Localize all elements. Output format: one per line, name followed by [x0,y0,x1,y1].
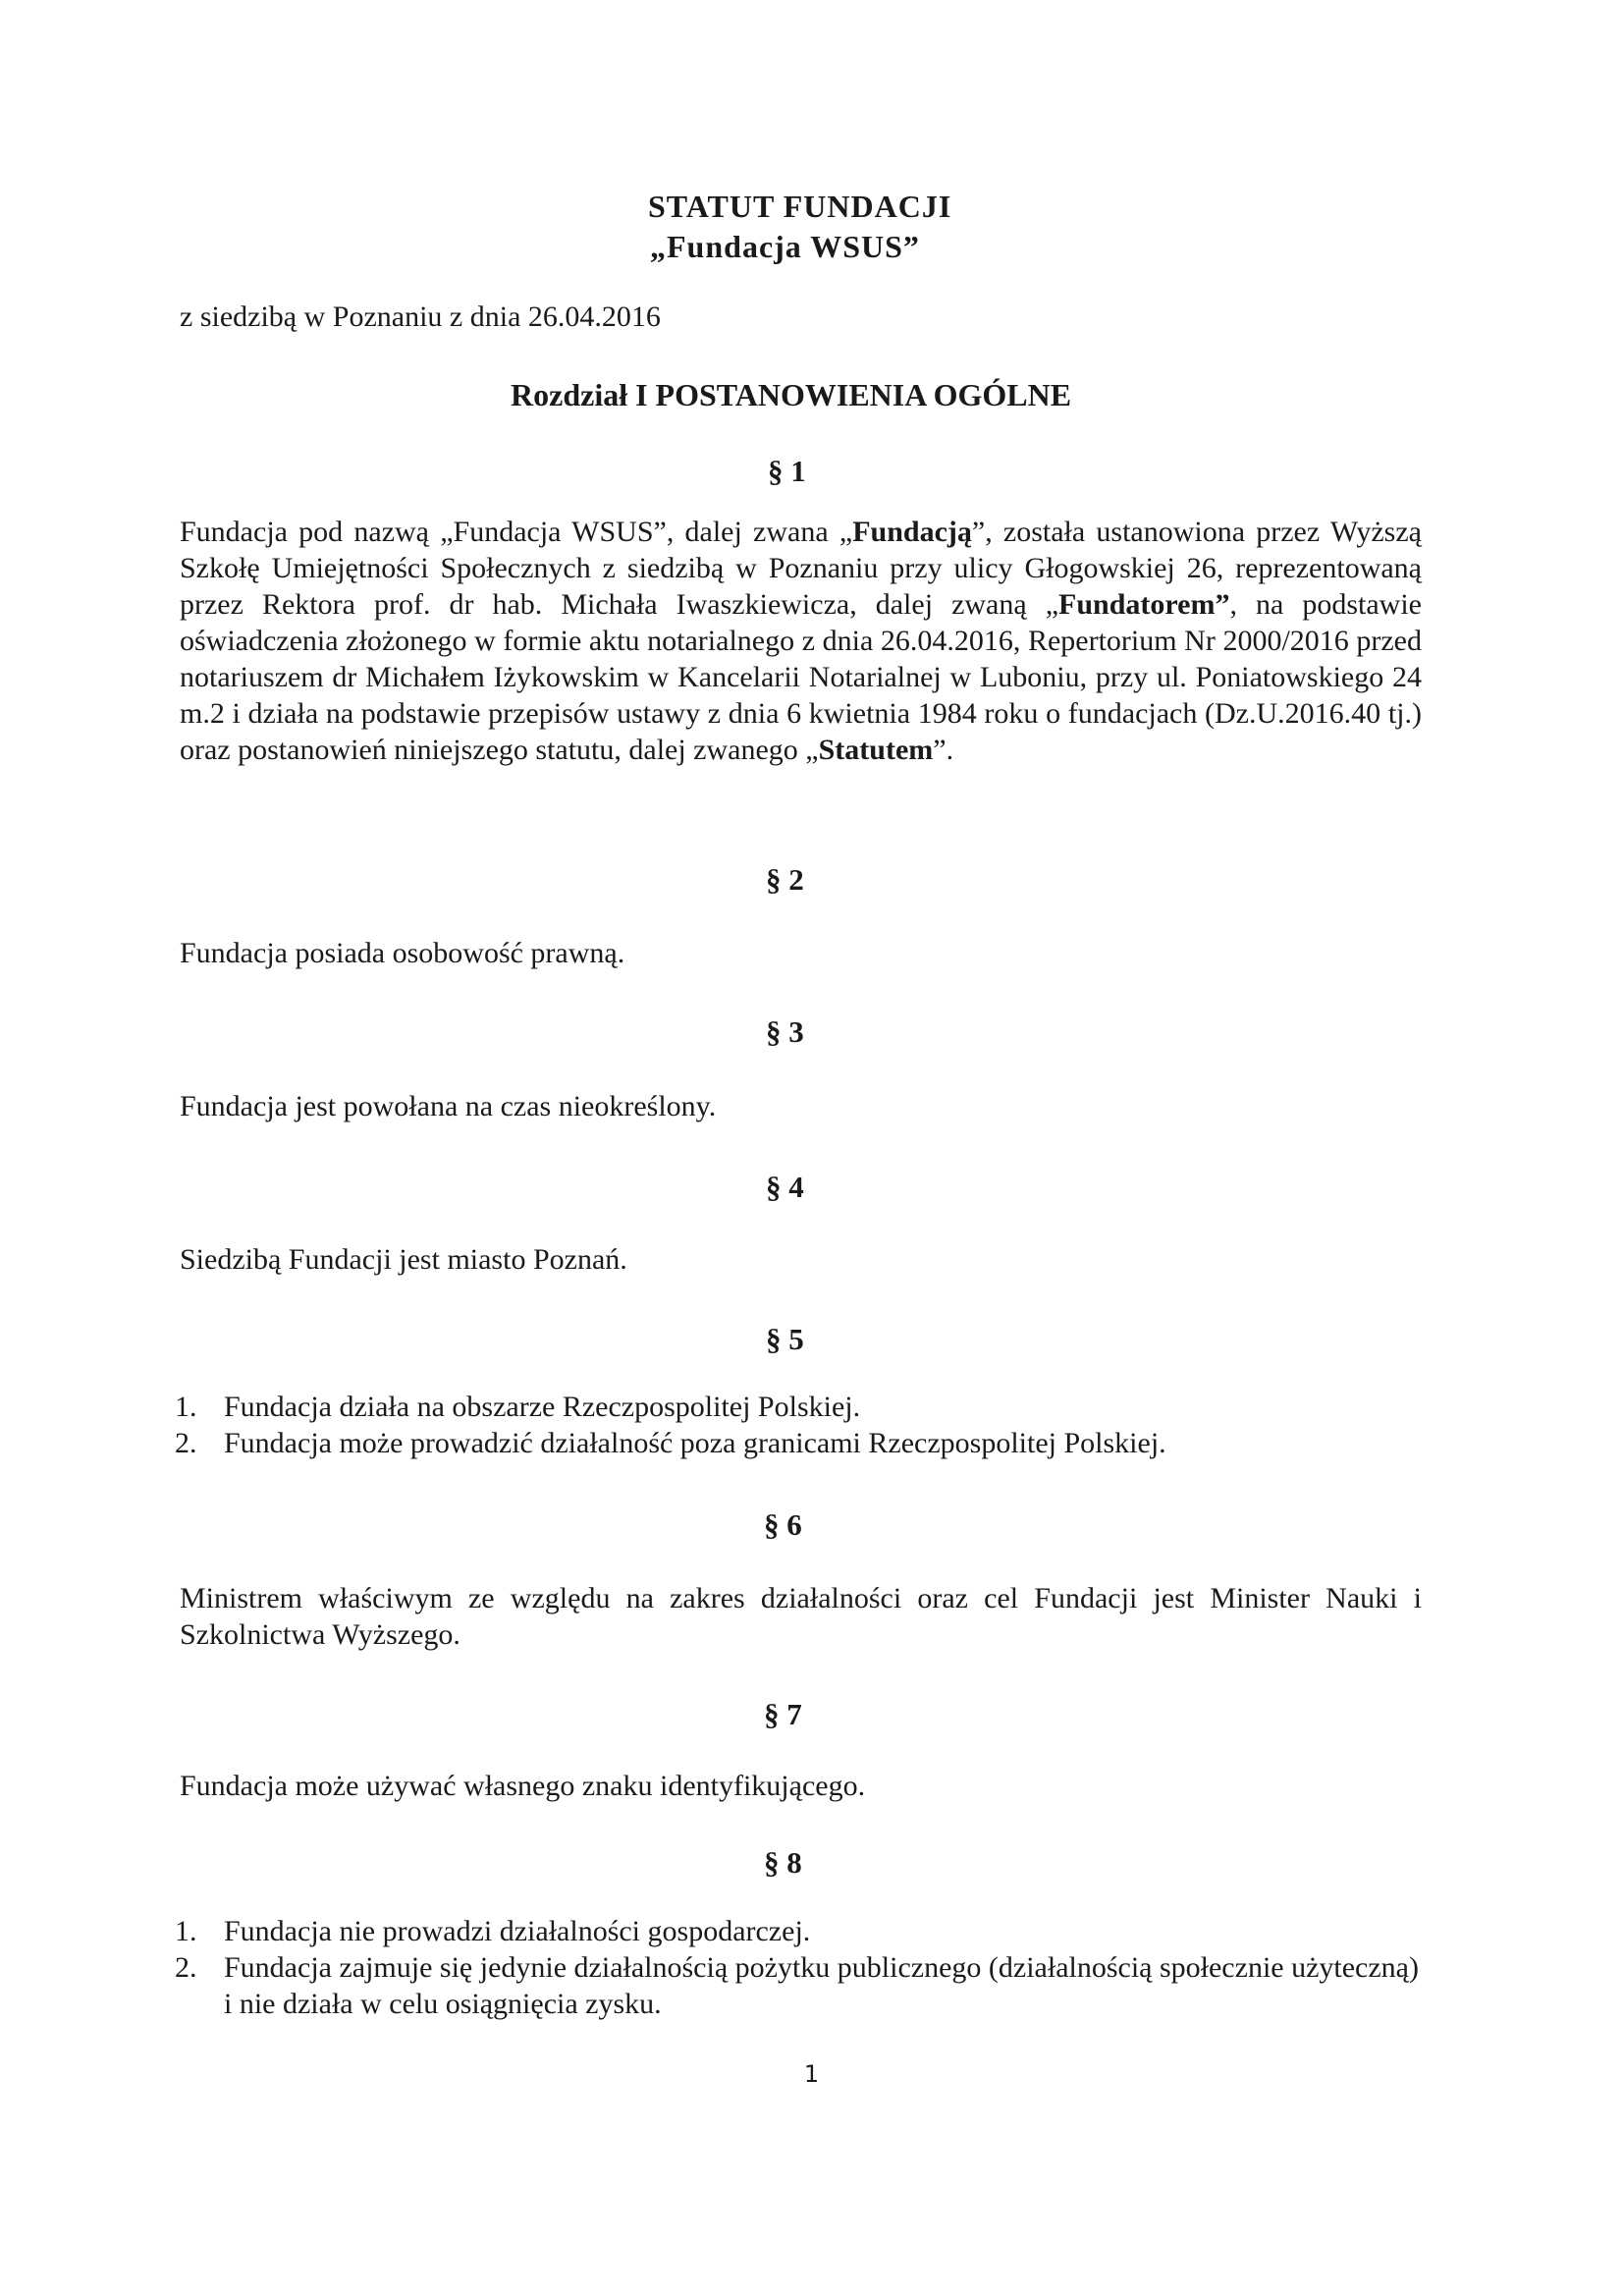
foundation-name: „Fundacja WSUS” [650,229,920,264]
section-4-text: Siedzibą Fundacji jest miasto Poznań. [180,1243,627,1276]
list-item-text: Fundacja zajmuje się jedynie działalnością pożytku publicznego (działalnością społecznie użyteczną) i nie działa w celu osiągnięcia zysku. [224,1951,1419,2020]
section-3-text: Fundacja jest powołana na czas nieokreślony. [180,1090,717,1122]
document-subtitle: z siedzibą w Poznaniu z dnia 26.04.2016 [180,301,661,333]
list-item-number: 1. [175,1915,197,1947]
section-1-bold-statut: Statutem [818,734,934,766]
section-1-part-3: , na podstawie oświadczenia złożonego w formie aktu notarialnego z dnia 26.04.2016, Repertorium Nr 2000/2016 przed notariuszem dr Michałem Iżykowskim w Kancelarii Notarialnej w Luboniu, przy ul. Poniatowskiego 24 m.2 i działa na podstawie przepisów ustawy z dnia 6 kwietnia 1984 roku o fundacjach (Dz.U.2016.40 tj.) oraz postanowień niniejszego statutu, dalej zwanego „ [180,588,1422,766]
section-sign-8: § 8 [764,1845,802,1880]
section-sign-3: § 3 [766,1014,804,1049]
list-item [175,1949,1432,2022]
section-sign-4: § 4 [766,1170,804,1204]
section-sign-7: § 7 [764,1697,802,1731]
section-1-part-1: Fundacja pod nazwą „Fundacja WSUS”, dalej zwana „ [180,516,853,548]
page-number: 1 [803,2060,820,2088]
list-item-number: 1. [175,1391,197,1423]
section-sign-1: § 1 [768,454,806,488]
section-sign-2: § 2 [766,862,804,897]
section-sign-6: § 6 [764,1507,802,1542]
section-1-part-2: ”, została ustanowiona przez Wyższą Szkołę Umiejętności Społecznych z siedzibą w Poznaniu przy ulicy Głogowskiej 26, reprezentowaną przez Rektora prof. dr hab. Michała Iwaszkiewicza, dalej zwaną „ [180,516,1422,621]
list-item-text: Fundacja nie prowadzi działalności gospodarczej. [224,1915,811,1947]
section-1-text [180,514,1422,768]
list-item [175,1913,1432,1949]
chapter-heading: Rozdział I POSTANOWIENIA OGÓLNE [511,377,1072,412]
list-item-number: 2. [175,1951,197,1984]
section-1-part-4: ”. [933,734,954,766]
section-7-text: Fundacja może używać własnego znaku identyfikującego. [180,1770,866,1802]
document-title: STATUT FUNDACJI [648,189,952,224]
list-item-number: 2. [175,1427,197,1459]
section-5-list [175,1389,1432,1461]
list-item-text: Fundacja działa na obszarze Rzeczpospolitej Polskiej. [224,1391,861,1423]
section-2-text: Fundacja posiada osobowość prawną. [180,937,625,969]
list-item [175,1389,1432,1425]
section-8-list [175,1913,1432,2022]
list-item-text: Fundacja może prowadzić działalność poza granicami Rzeczpospolitej Polskiej. [224,1427,1166,1459]
section-6-text: Ministrem właściwym ze względu na zakres działalności oraz cel Fundacji jest Minister Nauki i Szkolnictwa Wyższego. [180,1582,1422,1651]
list-item [175,1425,1432,1461]
section-sign-5: § 5 [766,1322,804,1356]
section-1-bold-fundacja: Fundacją [852,516,972,548]
section-1-bold-fundator: Fundatorem” [1058,588,1230,621]
